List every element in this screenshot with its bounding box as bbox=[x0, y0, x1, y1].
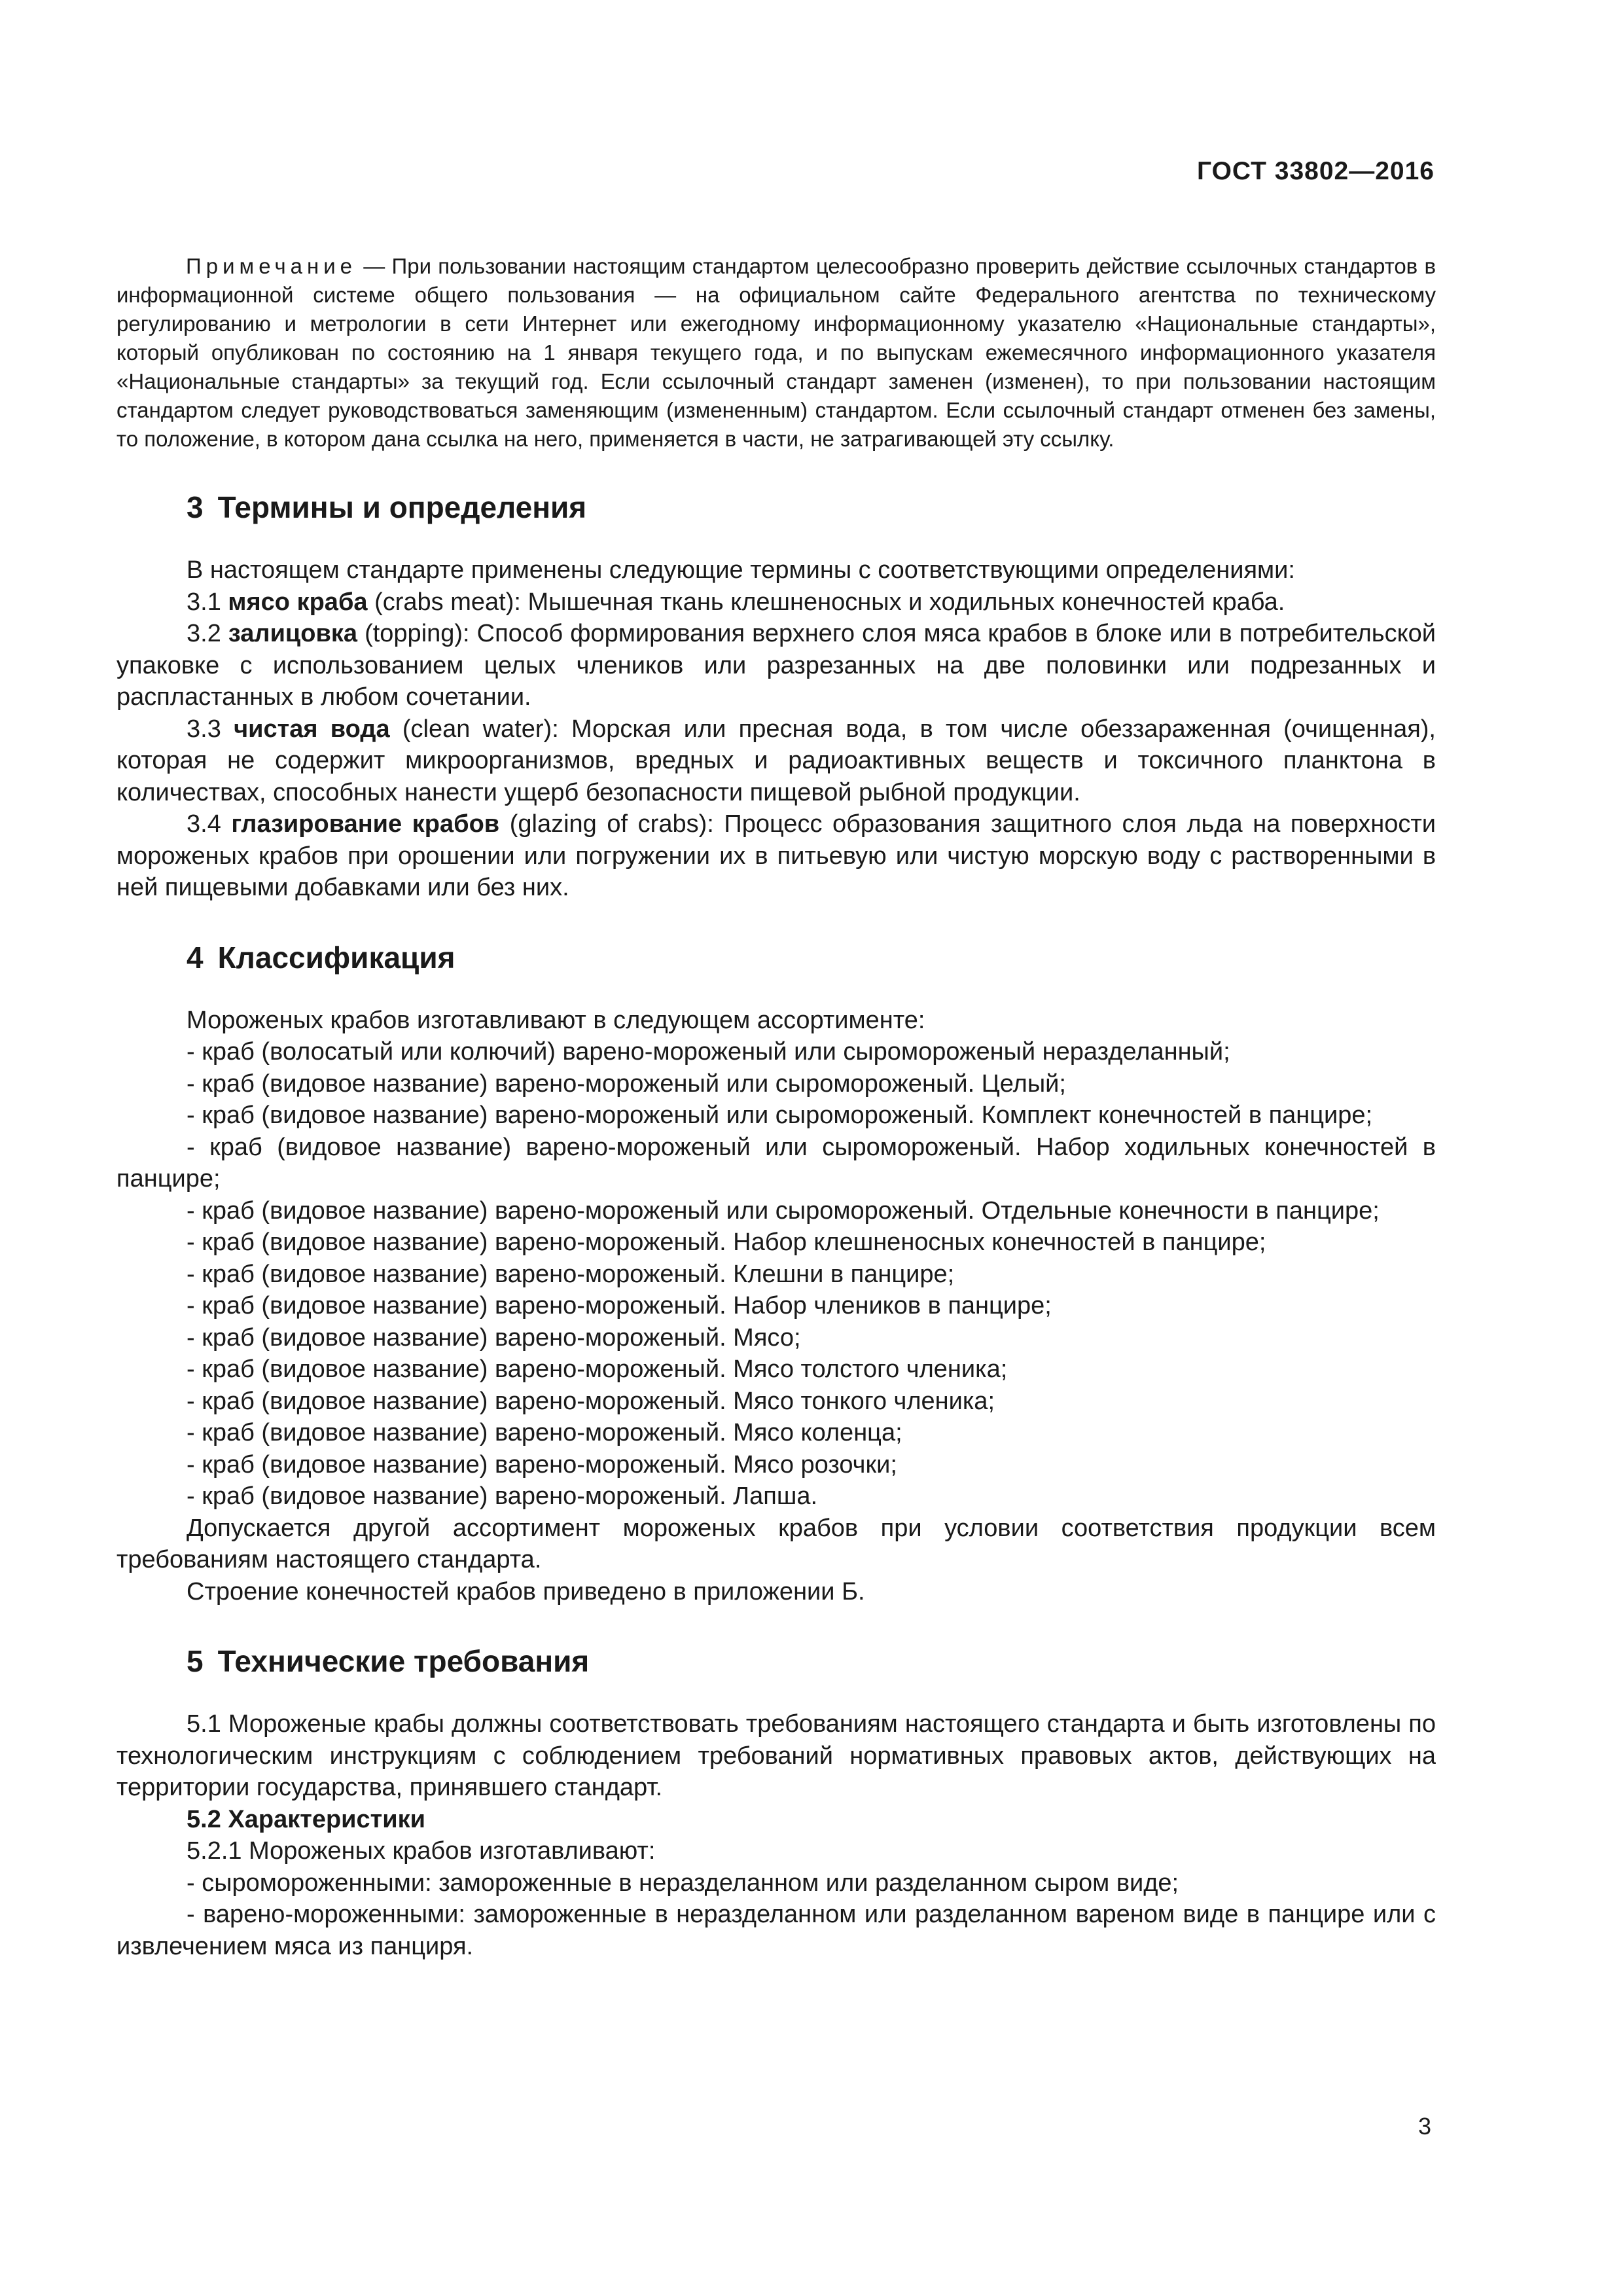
term-name: чистая вода bbox=[234, 715, 390, 743]
term-definition: (topping): Способ формирования верхнего слоя мяса крабов в блоке или в потребительской упаковке с использованием целых члеников или разрезанных на две половинки или подрезанных и распластанных в любом сочетании. bbox=[116, 620, 1436, 711]
reference-note bbox=[116, 252, 1436, 454]
list-item: - краб (видовое название) варено-мороженый или сыромороженый. Набор ходильных конечностей в панцире; bbox=[116, 1133, 1436, 1193]
page-number: 3 bbox=[1418, 2113, 1431, 2140]
section-4-heading bbox=[116, 939, 1436, 976]
assortment-list bbox=[116, 1036, 1436, 1513]
list-item: - краб (видовое название) варено-мороженый. Мясо коленца; bbox=[187, 1419, 902, 1446]
list-item: - краб (видовое название) варено-мороженый. Мясо; bbox=[187, 1323, 801, 1352]
term-number: 3.1 bbox=[187, 588, 221, 616]
section-4-para-1: Допускается другой ассортимент мороженых крабов при условии соответствия продукции всем требованиям настоящего стандарта. bbox=[116, 1514, 1436, 1573]
subsection-5-2-heading: 5.2 Характеристики bbox=[187, 1805, 426, 1833]
term-3-1 bbox=[116, 586, 1436, 619]
note-label: Примечание bbox=[186, 254, 357, 278]
list-item: - краб (волосатый или колючий) варено-мороженый или сыромороженый неразделанный; bbox=[187, 1038, 1230, 1066]
list-item: - краб (видовое название) варено-мороженый. Мясо тонкого членика; bbox=[187, 1387, 995, 1415]
term-3-4 bbox=[116, 808, 1436, 904]
section-3-heading bbox=[116, 489, 1436, 526]
list-item: - сыромороженными: замороженные в неразделанном или разделанном сыром виде; bbox=[187, 1869, 1179, 1897]
term-3-3 bbox=[116, 713, 1436, 809]
processing-list bbox=[116, 1867, 1436, 1963]
list-item: - краб (видовое название) варено-мороженый или сыромороженый. Отдельные конечности в панцире; bbox=[187, 1196, 1380, 1225]
list-item: - варено-мороженными: замороженные в неразделанном или разделанном вареном виде в панцире или с извлечением мяса из панциря. bbox=[116, 1901, 1436, 1960]
term-name: мясо краба bbox=[228, 588, 368, 616]
term-number: 3.2 bbox=[187, 620, 221, 647]
section-3-title: Термины и определения bbox=[217, 490, 587, 524]
term-definition: (glazing of crabs): Процесс образования защитного слоя льда на поверхности мороженых крабов при орошении или погружении их в питьевую или чистую морскую воду с растворенными в ней пищевыми добавками или без них. bbox=[116, 810, 1436, 901]
list-item: - краб (видовое название) варено-мороженый. Набор клешненосных конечностей в панцире; bbox=[187, 1229, 1266, 1256]
section-3-intro: В настоящем стандарте применены следующие термины с соответствующими определениями: bbox=[187, 556, 1295, 584]
term-number: 3.3 bbox=[187, 715, 221, 743]
list-item: - краб (видовое название) варено-мороженый. Лапша. bbox=[187, 1482, 818, 1510]
section-4-intro: Мороженых крабов изготавливают в следующем ассортименте: bbox=[187, 1006, 925, 1034]
term-definition: (clean water): Морская или пресная вода, в том числе обеззараженная (очищенная), которая не содержит микроорганизмов, вредных и радиоактивных веществ и токсичного планктона в количествах, способных нанести ущерб безопасности пищевой рыбной продукции. bbox=[116, 715, 1436, 806]
section-3-number: 3 bbox=[187, 490, 204, 524]
clause-5-1: 5.1 Мороженые крабы должны соответствовать требованиям настоящего стандарта и быть изготовлены по технологическим инструкциям с соблюдением требований нормативных правовых актов, действующих на территории государства, принявшего стандарт. bbox=[116, 1710, 1436, 1801]
term-definition: (crabs meat): Мышечная ткань клешненосных и ходильных конечностей краба. bbox=[367, 588, 1285, 616]
page-body bbox=[116, 230, 1436, 1962]
list-item: - краб (видовое название) варено-мороженый или сыромороженый. Целый; bbox=[187, 1069, 1066, 1098]
note-text: — При пользовании настоящим стандартом целесообразно проверить действие ссылочных стандартов в информационной системе общего пользования — на официальном сайте Федерального агентства по техническому регулированию и метрологии в сети Интернет или ежегодному информационному указателю «Национальные стандарты», который опубликован по состоянию на 1 января текущего года, и по выпускам ежемесячного информационного указателя «Национальные стандарты» за текущий год. Если ссылочный стандарт заменен (изменен), то при пользовании настоящим стандартом следует руководствоваться заменяющим (измененным) стандартом. Если ссылочный стандарт отменен без замены, то положение, в котором дана ссылка на него, применяется в части, не затрагивающей эту ссылку. bbox=[116, 254, 1436, 451]
term-name: глазирование крабов bbox=[231, 810, 500, 838]
term-name: залицовка bbox=[228, 620, 358, 647]
list-item: - краб (видовое название) варено-мороженый. Мясо розочки; bbox=[187, 1450, 897, 1479]
section-5-number: 5 bbox=[187, 1644, 204, 1678]
list-item: - краб (видовое название) варено-мороженый. Набор члеников в панцире; bbox=[187, 1292, 1052, 1319]
document-code: ГОСТ 33802—2016 bbox=[1197, 157, 1435, 185]
section-4-title: Классификация bbox=[217, 940, 455, 975]
section-5-heading bbox=[116, 1643, 1436, 1679]
section-4-para-2: Строение конечностей крабов приведено в приложении Б. bbox=[187, 1577, 865, 1605]
clause-5-2-1: 5.2.1 Мороженых крабов изготавливают: bbox=[187, 1837, 656, 1865]
section-4-number: 4 bbox=[187, 940, 204, 975]
list-item: - краб (видовое название) варено-мороженый. Клешни в панцире; bbox=[187, 1260, 955, 1288]
list-item: - краб (видовое название) варено-мороженый. Мясо толстого членика; bbox=[187, 1355, 1008, 1383]
term-number: 3.4 bbox=[187, 810, 221, 838]
term-3-2 bbox=[116, 618, 1436, 713]
section-5-title: Технические требования bbox=[217, 1644, 590, 1678]
list-item: - краб (видовое название) варено-мороженый или сыромороженый. Комплект конечностей в панцире; bbox=[187, 1102, 1373, 1129]
